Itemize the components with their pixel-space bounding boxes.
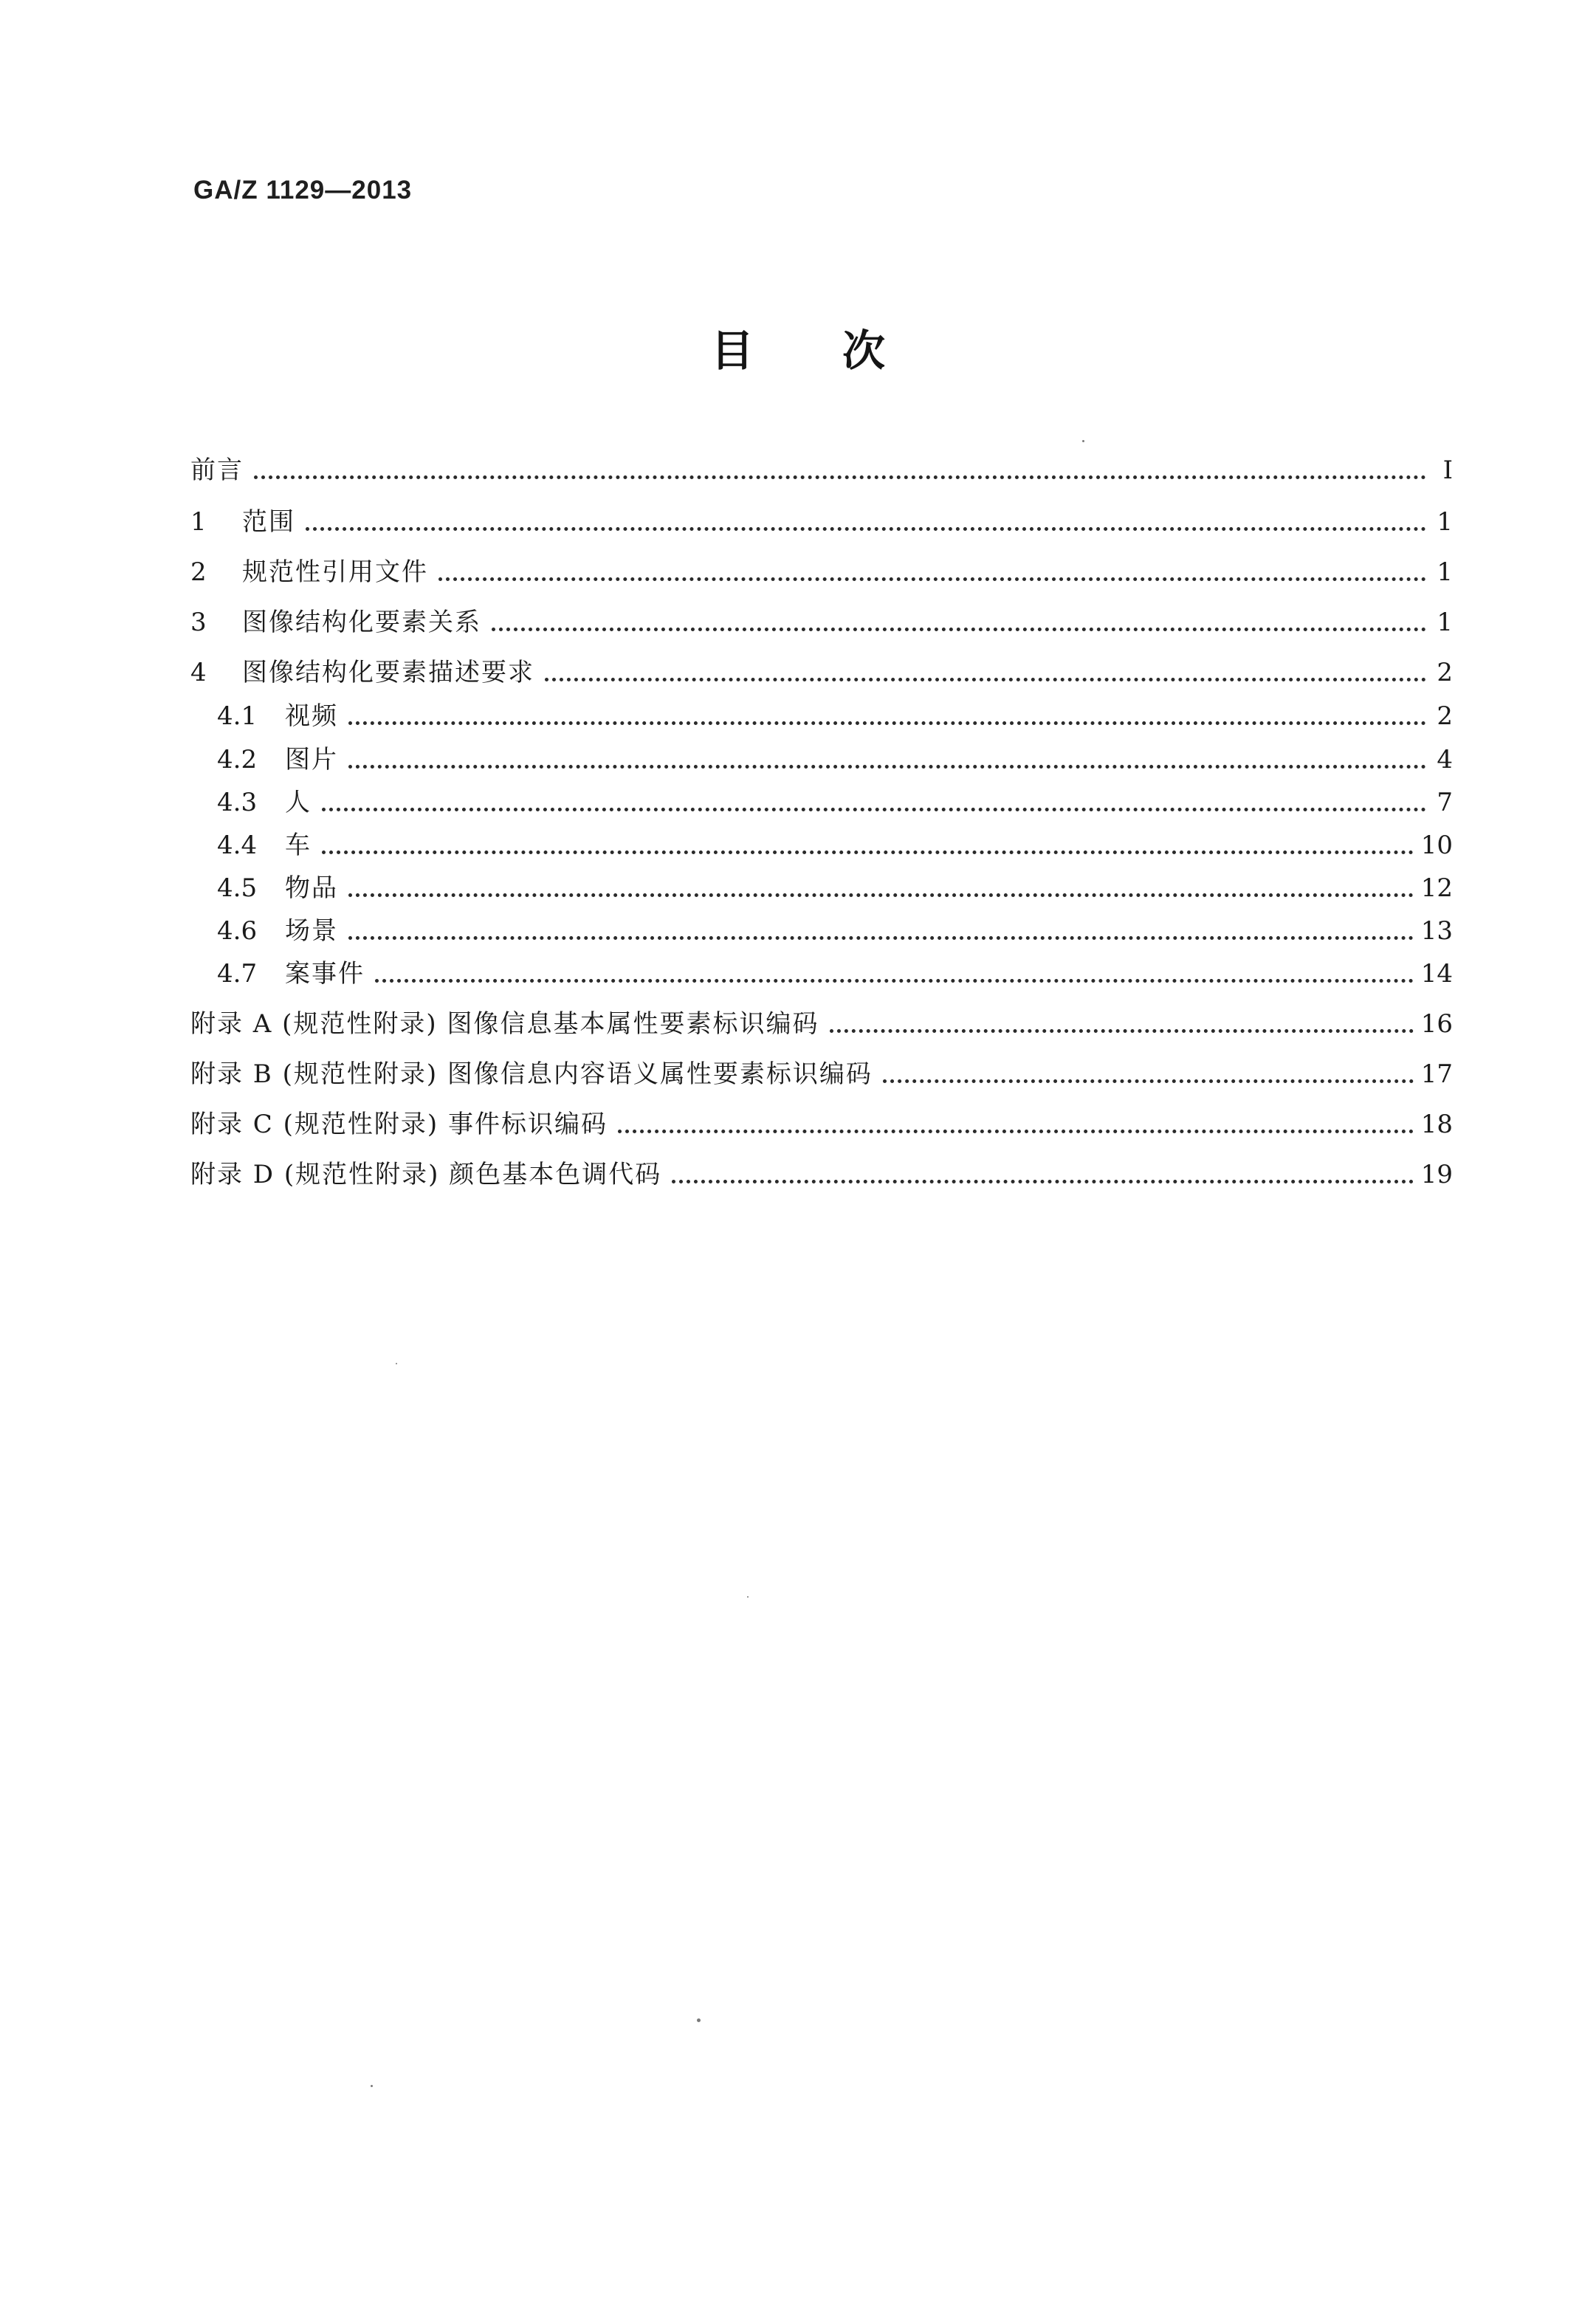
toc-entry-2[interactable] <box>190 554 1453 591</box>
toc-entry-number: 2 <box>190 557 207 587</box>
toc-entry-appendix-a[interactable] <box>190 1006 1453 1042</box>
toc-entry-label: 图像结构化要素关系 <box>242 608 481 637</box>
toc-entry-label: 车 <box>285 831 312 860</box>
toc-entry-label: 附录 A (规范性附录) 图像信息基本属性要素标识编码 <box>190 1009 819 1039</box>
dot-leader <box>254 452 1426 489</box>
toc-entry-number: 4.1 <box>217 701 258 731</box>
toc-entry-label: 图像结构化要素描述要求 <box>242 658 534 687</box>
toc-entry-page: 1 <box>1437 557 1453 587</box>
toc-entry-4-6[interactable] <box>217 913 1453 949</box>
dot-leader <box>306 504 1426 540</box>
toc-entry-4-3[interactable] <box>217 784 1453 821</box>
toc-entry-4-1[interactable] <box>217 698 1453 735</box>
toc-entry-page: 17 <box>1420 1059 1453 1089</box>
toc-entry-number: 4.4 <box>217 831 258 860</box>
scan-speck <box>1082 440 1084 442</box>
toc-entry-1[interactable] <box>190 504 1453 540</box>
toc-entry-page: 19 <box>1420 1160 1453 1189</box>
toc-entry-3[interactable] <box>190 604 1453 641</box>
toc-entry-page: 7 <box>1437 788 1453 817</box>
scan-speck <box>747 1596 749 1598</box>
toc-entry-page: 12 <box>1420 873 1453 903</box>
toc-entry-number: 4.2 <box>217 745 258 774</box>
toc-entry-label: 物品 <box>285 873 338 903</box>
toc-title-char-1: 目 <box>710 326 754 376</box>
toc-entry-label: 案事件 <box>285 959 365 989</box>
toc-entry-page: 1 <box>1437 608 1453 637</box>
toc-entry-appendix-c[interactable] <box>190 1106 1453 1143</box>
toc-entry-number: 1 <box>190 507 207 537</box>
dot-leader <box>322 827 1414 864</box>
dot-leader <box>348 870 1414 907</box>
dot-leader <box>830 1006 1414 1042</box>
toc-entry-page: 1 <box>1437 507 1453 537</box>
toc-entry-label: 附录 D (规范性附录) 颜色基本色调代码 <box>190 1160 662 1189</box>
toc-entry-number: 4.3 <box>217 788 258 817</box>
toc-entry-label: 附录 B (规范性附录) 图像信息内容语义属性要素标识编码 <box>190 1059 873 1089</box>
toc-entry-label: 前言 <box>190 456 244 485</box>
toc-entry-label: 附录 C (规范性附录) 事件标识编码 <box>190 1110 608 1139</box>
toc-entry-page: 13 <box>1420 916 1453 946</box>
toc-title-char-2: 次 <box>842 326 886 376</box>
toc-entry-foreword[interactable] <box>190 452 1453 489</box>
toc-entry-number: 4.5 <box>217 873 258 903</box>
toc-entry-page: 18 <box>1420 1110 1453 1139</box>
scan-speck <box>371 2085 373 2087</box>
toc-entry-4[interactable] <box>190 654 1453 691</box>
scan-speck <box>697 2018 701 2022</box>
toc-entry-label: 规范性引用文件 <box>242 557 428 587</box>
dot-leader <box>375 955 1414 992</box>
toc-entry-page: 2 <box>1437 658 1453 687</box>
document-code: GA/Z 1129—2013 <box>193 176 413 205</box>
toc-entry-label: 场景 <box>285 916 338 946</box>
table-of-contents <box>190 0 1453 2299</box>
scan-speck <box>396 1363 397 1364</box>
dot-leader <box>545 654 1426 691</box>
dot-leader <box>348 698 1426 735</box>
toc-entry-page: Ⅰ <box>1442 456 1453 485</box>
toc-entry-number: 3 <box>190 608 207 637</box>
dot-leader <box>672 1156 1414 1193</box>
toc-entry-label: 范围 <box>242 507 295 537</box>
toc-entry-number: 4.6 <box>217 916 258 946</box>
dot-leader <box>492 604 1426 641</box>
toc-entry-number: 4 <box>190 658 207 687</box>
toc-entry-4-2[interactable] <box>217 741 1453 778</box>
toc-entry-4-4[interactable] <box>217 827 1453 864</box>
toc-entry-label: 视频 <box>285 701 338 731</box>
dot-leader <box>322 784 1426 821</box>
toc-entry-page: 10 <box>1420 831 1453 860</box>
toc-entry-4-5[interactable] <box>217 870 1453 907</box>
toc-entry-label: 图片 <box>285 745 338 774</box>
dot-leader <box>348 913 1414 949</box>
toc-entry-page: 2 <box>1437 701 1453 731</box>
toc-entry-page: 14 <box>1420 959 1453 989</box>
toc-entry-page: 16 <box>1420 1009 1453 1039</box>
dot-leader <box>618 1106 1414 1143</box>
toc-entry-appendix-d[interactable] <box>190 1156 1453 1193</box>
dot-leader <box>348 741 1426 778</box>
dot-leader <box>438 554 1426 591</box>
toc-entry-label: 人 <box>285 788 312 817</box>
dot-leader <box>883 1056 1414 1093</box>
toc-entry-number: 4.7 <box>217 959 258 989</box>
toc-entry-4-7[interactable] <box>217 955 1453 992</box>
toc-entry-page: 4 <box>1437 745 1453 774</box>
toc-entry-appendix-b[interactable] <box>190 1056 1453 1093</box>
